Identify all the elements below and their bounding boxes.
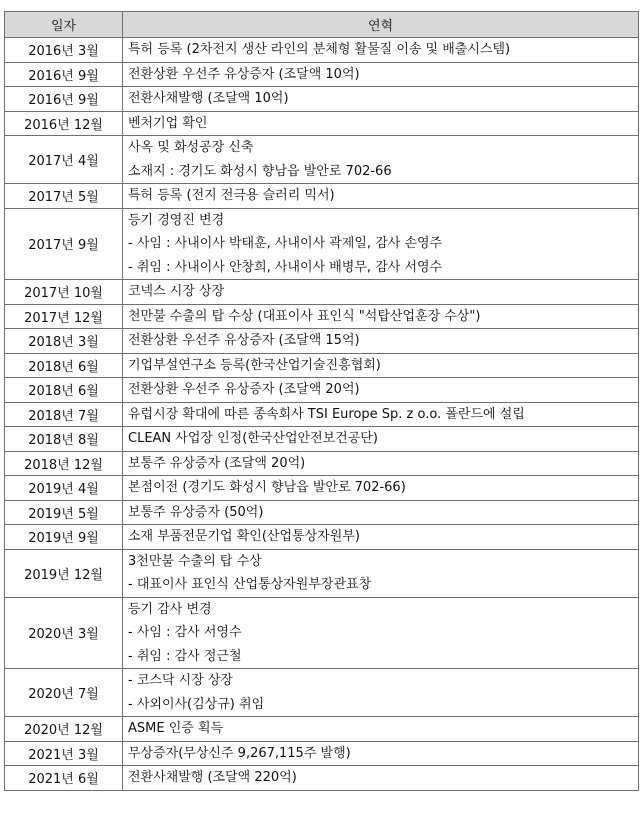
table-row: [5, 38, 639, 63]
table-row: [5, 549, 639, 597]
row-date: 2020년 3월: [5, 597, 123, 669]
row-history: [123, 669, 639, 717]
table-row: [5, 717, 639, 742]
row-date: 2018년 7월: [5, 402, 123, 427]
history-line: 유럽시장 확대에 따른 종속회사 TSI Europe Sp. z o.o. 폴란드에 설립: [128, 406, 525, 422]
row-history: [123, 549, 639, 597]
table-row: [5, 378, 639, 403]
history-line: 전환상환 우선주 유상증자 (조달액 10억): [128, 66, 360, 82]
row-date: 2016년 9월: [5, 62, 123, 87]
row-history: [123, 208, 639, 280]
history-line: 소재지 : 경기도 화성시 향남읍 발안로 702-66: [128, 163, 392, 179]
history-line: 보통주 유상증자 (50억): [128, 504, 264, 520]
history-line: - 취임 : 감사 정근철: [128, 648, 242, 664]
table-row: [5, 525, 639, 550]
history-line: 천만불 수출의 탑 수상 (대표이사 표인식 "석탑산업훈장 수상"): [128, 308, 481, 324]
history-line: 전환사채발행 (조달액 220억): [128, 770, 297, 785]
row-date: 2017년 10월: [5, 280, 123, 305]
row-date: 2020년 12월: [5, 717, 123, 742]
history-line: 전환상환 우선주 유상증자 (조달액 15억): [128, 333, 360, 348]
table-row: [5, 208, 639, 280]
history-line: 전환사채발행 (조달액 10억): [128, 91, 289, 106]
company-history-table: [4, 11, 639, 791]
table-row: [5, 329, 639, 354]
history-line: 본점이전 (경기도 화성시 향남읍 발안로 702-66): [128, 480, 406, 495]
table-row: [5, 304, 639, 329]
header-row: [5, 12, 639, 38]
row-date: 2020년 7월: [5, 669, 123, 717]
table-row: [5, 500, 639, 525]
row-date: 2019년 12월: [5, 549, 123, 597]
row-history: [123, 280, 639, 305]
row-date: 2018년 3월: [5, 329, 123, 354]
history-line: 특허 등록 (전지 전극용 슬러리 믹서): [128, 188, 335, 203]
history-line: 특허 등록 (2차전지 생산 라인의 분체형 활물질 이송 및 배출시스템): [128, 42, 511, 57]
table-row: [5, 741, 639, 766]
date-column-header: 일자: [5, 12, 123, 38]
row-date: 2019년 5월: [5, 500, 123, 525]
row-history: [123, 741, 639, 766]
history-line: - 사임 : 감사 서영수: [128, 625, 242, 640]
row-date: 2016년 12월: [5, 111, 123, 136]
table-row: [5, 669, 639, 717]
row-date: 2021년 3월: [5, 741, 123, 766]
history-line: 소재 부품전문기업 확인(산업통상자원부): [128, 529, 360, 544]
table-row: [5, 87, 639, 112]
table-row: [5, 184, 639, 209]
row-history: [123, 717, 639, 742]
row-history: [123, 136, 639, 184]
history-line: - 사외이사(김상규) 취임: [128, 696, 265, 712]
row-date: 2018년 8월: [5, 427, 123, 452]
row-date: 2018년 12월: [5, 451, 123, 476]
row-history: [123, 597, 639, 669]
row-history: [123, 427, 639, 452]
row-date: 2017년 4월: [5, 136, 123, 184]
row-date: 2019년 9월: [5, 525, 123, 550]
table-row: [5, 451, 639, 476]
history-column-header: 연혁: [123, 12, 639, 38]
row-date: 2017년 12월: [5, 304, 123, 329]
row-history: [123, 353, 639, 378]
table-row: [5, 427, 639, 452]
table-row: [5, 136, 639, 184]
table-row: [5, 280, 639, 305]
row-date: 2018년 6월: [5, 353, 123, 378]
row-history: [123, 766, 639, 791]
history-line: 벤처기업 확인: [128, 115, 208, 131]
history-line: ASME 인증 획득: [128, 721, 224, 736]
row-history: [123, 476, 639, 501]
row-date: 2017년 9월: [5, 208, 123, 280]
history-line: - 사임 : 사내이사 박태훈, 사내이사 곽제일, 감사 손영주: [128, 236, 443, 251]
history-line: CLEAN 사업장 인정(한국산업안전보건공단): [128, 431, 378, 446]
history-line: 등기 감사 변경: [128, 601, 212, 617]
row-history: [123, 111, 639, 136]
history-line: - 대표이사 표인식 산업통상자원부장관표창: [128, 577, 372, 592]
row-history: [123, 451, 639, 476]
history-line: - 취임 : 사내이사 안창희, 사내이사 배병무, 감사 서영수: [128, 259, 443, 275]
row-history: [123, 402, 639, 427]
history-line: 무상증자(무상신주 9,267,115주 발행): [128, 745, 351, 761]
row-history: [123, 87, 639, 112]
history-line: 기업부설연구소 등록(한국산업기술진흥협회): [128, 357, 381, 373]
table-row: [5, 62, 639, 87]
row-history: [123, 500, 639, 525]
history-rows: [5, 38, 639, 791]
row-history: [123, 378, 639, 403]
table-row: [5, 402, 639, 427]
row-history: [123, 38, 639, 63]
row-date: 2016년 9월: [5, 87, 123, 112]
history-line: 코넥스 시장 상장: [128, 284, 225, 299]
history-line: 전환상환 우선주 유상증자 (조달액 20억): [128, 382, 360, 397]
history-line: - 코스닥 시장 상장: [128, 673, 233, 688]
history-line: 등기 경영진 변경: [128, 212, 225, 228]
row-date: 2019년 4월: [5, 476, 123, 501]
row-history: [123, 329, 639, 354]
row-date: 2016년 3월: [5, 38, 123, 63]
history-line: 보통주 유상증자 (조달액 20억): [128, 455, 306, 471]
history-line: 사옥 및 화성공장 신축: [128, 140, 254, 155]
table-row: [5, 476, 639, 501]
table-row: [5, 111, 639, 136]
row-history: [123, 304, 639, 329]
history-line: 3천만불 수출의 탑 수상: [128, 553, 262, 569]
row-date: 2021년 6월: [5, 766, 123, 791]
table-row: [5, 597, 639, 669]
row-history: [123, 62, 639, 87]
table-row: [5, 353, 639, 378]
row-date: 2018년 6월: [5, 378, 123, 403]
row-date: 2017년 5월: [5, 184, 123, 209]
row-history: [123, 525, 639, 550]
table-row: [5, 766, 639, 791]
row-history: [123, 184, 639, 209]
